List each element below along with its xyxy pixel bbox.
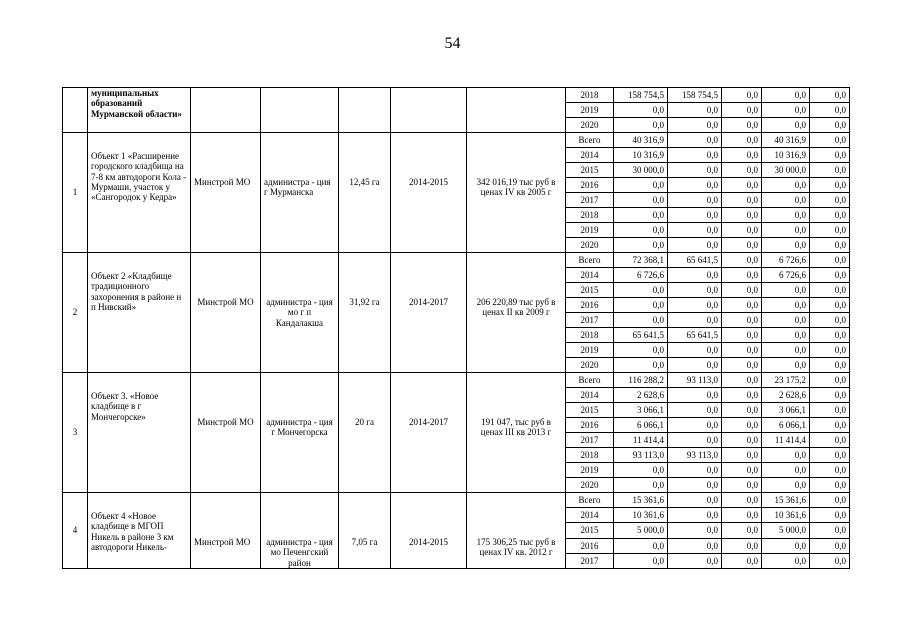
- value-cell: 0,0: [722, 418, 762, 433]
- year-cell: Всего: [566, 493, 614, 508]
- value-cell: 0,0: [722, 118, 762, 133]
- value-cell: 0,0: [810, 418, 850, 433]
- value-cell: 0,0: [722, 103, 762, 118]
- value-cell: 0,0: [668, 118, 722, 133]
- object-name-cell: муниципальных образований Мурманской области»: [88, 88, 191, 133]
- value-cell: 0,0: [668, 268, 722, 283]
- empty-cell: [339, 88, 391, 133]
- table-row: [63, 253, 850, 268]
- year-cell: 2019: [566, 223, 614, 238]
- value-cell: 158 754,5: [668, 88, 722, 103]
- value-cell: 0,0: [810, 313, 850, 328]
- value-cell: 0,0: [722, 373, 762, 388]
- value-cell: 0,0: [762, 238, 810, 253]
- object-number-cell: 1: [63, 133, 88, 253]
- value-cell: 0,0: [810, 163, 850, 178]
- value-cell: 0,0: [722, 523, 762, 538]
- year-cell: 2015: [566, 283, 614, 298]
- value-cell: 6 726,6: [762, 268, 810, 283]
- value-cell: 0,0: [614, 208, 668, 223]
- value-cell: 11 414,4: [614, 433, 668, 448]
- cost-cell: 206 220,89 тыс руб в ценах II кв 2009 г: [467, 253, 566, 373]
- year-cell: 2019: [566, 343, 614, 358]
- year-cell: Всего: [566, 253, 614, 268]
- object-name-cell: Объект 3. «Новое кладбище в г Мончегорске»: [88, 373, 191, 493]
- value-cell: 0,0: [810, 358, 850, 373]
- value-cell: 23 175,2: [762, 373, 810, 388]
- year-cell: 2020: [566, 118, 614, 133]
- value-cell: 0,0: [810, 103, 850, 118]
- value-cell: 0,0: [668, 553, 722, 568]
- value-cell: 10 316,9: [762, 148, 810, 163]
- year-cell: 2014: [566, 148, 614, 163]
- year-cell: 2020: [566, 238, 614, 253]
- value-cell: 0,0: [722, 358, 762, 373]
- object-name-cell: Объект 2 «Кладбище традиционного захоронения в районе н п Нивский»: [88, 253, 191, 373]
- value-cell: 65 641,5: [668, 253, 722, 268]
- value-cell: 0,0: [810, 538, 850, 553]
- object-number-cell: 4: [63, 493, 88, 569]
- value-cell: 0,0: [810, 118, 850, 133]
- value-cell: 0,0: [762, 178, 810, 193]
- value-cell: 0,0: [722, 253, 762, 268]
- value-cell: 0,0: [762, 103, 810, 118]
- value-cell: 0,0: [810, 193, 850, 208]
- table-row: [63, 133, 850, 148]
- value-cell: 0,0: [668, 418, 722, 433]
- value-cell: 0,0: [614, 118, 668, 133]
- value-cell: 0,0: [810, 283, 850, 298]
- year-cell: 2016: [566, 298, 614, 313]
- value-cell: 0,0: [614, 313, 668, 328]
- value-cell: 0,0: [762, 448, 810, 463]
- value-cell: 0,0: [762, 328, 810, 343]
- value-cell: 0,0: [614, 283, 668, 298]
- value-cell: 0,0: [722, 328, 762, 343]
- value-cell: 0,0: [668, 208, 722, 223]
- object-number-cell: 3: [63, 373, 88, 493]
- value-cell: 0,0: [762, 88, 810, 103]
- customer-cell: Минстрой МО: [191, 373, 261, 493]
- cost-cell: 342 016,19 тыс руб в ценах IV кв 2005 г: [467, 133, 566, 253]
- year-cell: 2018: [566, 328, 614, 343]
- capacity-cell: 20 га: [339, 373, 391, 493]
- value-cell: 0,0: [668, 193, 722, 208]
- value-cell: 0,0: [762, 538, 810, 553]
- value-cell: 0,0: [668, 343, 722, 358]
- value-cell: 0,0: [762, 313, 810, 328]
- value-cell: 0,0: [722, 448, 762, 463]
- value-cell: 0,0: [810, 523, 850, 538]
- value-cell: 0,0: [668, 133, 722, 148]
- year-cell: 2017: [566, 193, 614, 208]
- value-cell: 3 066,1: [762, 403, 810, 418]
- value-cell: 0,0: [722, 298, 762, 313]
- value-cell: 0,0: [668, 238, 722, 253]
- value-cell: 3 066,1: [614, 403, 668, 418]
- value-cell: 5 000,0: [762, 523, 810, 538]
- capacity-cell: 7,05 га: [339, 493, 391, 569]
- value-cell: 6 066,1: [762, 418, 810, 433]
- value-cell: 0,0: [810, 463, 850, 478]
- executor-cell: администра - ция г Мурманска: [261, 133, 339, 253]
- value-cell: 0,0: [668, 163, 722, 178]
- value-cell: 0,0: [722, 493, 762, 508]
- value-cell: 0,0: [614, 358, 668, 373]
- value-cell: 0,0: [668, 538, 722, 553]
- object-number-cell: 2: [63, 253, 88, 373]
- year-cell: 2017: [566, 313, 614, 328]
- value-cell: 0,0: [810, 343, 850, 358]
- value-cell: 10 361,6: [614, 508, 668, 523]
- value-cell: 0,0: [810, 133, 850, 148]
- value-cell: 0,0: [762, 553, 810, 568]
- value-cell: 0,0: [810, 298, 850, 313]
- table-body: [63, 88, 850, 569]
- period-cell: 2014-2015: [391, 493, 467, 569]
- value-cell: 0,0: [614, 238, 668, 253]
- value-cell: 2 628,6: [762, 388, 810, 403]
- value-cell: 30 000,0: [614, 163, 668, 178]
- value-cell: 0,0: [614, 223, 668, 238]
- value-cell: 0,0: [810, 388, 850, 403]
- value-cell: 0,0: [722, 193, 762, 208]
- value-cell: 40 316,9: [762, 133, 810, 148]
- customer-cell: Минстрой МО: [191, 253, 261, 373]
- table-row: [63, 493, 850, 508]
- period-cell: 2014-2017: [391, 253, 467, 373]
- value-cell: 0,0: [614, 343, 668, 358]
- value-cell: 0,0: [722, 553, 762, 568]
- cost-cell: 175 306,25 тыс руб в ценах IV кв. 2012 г: [467, 493, 566, 569]
- value-cell: 0,0: [614, 178, 668, 193]
- value-cell: 0,0: [810, 148, 850, 163]
- customer-cell: Минстрой МО: [191, 133, 261, 253]
- year-cell: Всего: [566, 373, 614, 388]
- cost-cell: 191 047, тыс руб в ценах III кв 2013 г: [467, 373, 566, 493]
- value-cell: 11 414,4: [762, 433, 810, 448]
- year-cell: 2019: [566, 463, 614, 478]
- value-cell: 0,0: [614, 463, 668, 478]
- object-name-cell: Объект 4 «Новое кладбище в МГОП Никель в районе 3 км автодороги Никель-: [88, 493, 191, 569]
- value-cell: 0,0: [722, 178, 762, 193]
- year-cell: 2014: [566, 268, 614, 283]
- value-cell: 0,0: [762, 463, 810, 478]
- value-cell: 116 288,2: [614, 373, 668, 388]
- value-cell: 0,0: [668, 478, 722, 493]
- value-cell: 0,0: [810, 448, 850, 463]
- year-cell: 2017: [566, 433, 614, 448]
- value-cell: 6 726,6: [614, 268, 668, 283]
- year-cell: 2017: [566, 553, 614, 568]
- value-cell: 0,0: [762, 223, 810, 238]
- value-cell: 0,0: [810, 328, 850, 343]
- value-cell: 0,0: [668, 463, 722, 478]
- value-cell: 0,0: [722, 403, 762, 418]
- capacity-cell: 12,45 га: [339, 133, 391, 253]
- value-cell: 0,0: [762, 343, 810, 358]
- value-cell: 0,0: [668, 223, 722, 238]
- value-cell: 0,0: [722, 163, 762, 178]
- value-cell: 0,0: [614, 298, 668, 313]
- value-cell: 0,0: [668, 388, 722, 403]
- value-cell: 0,0: [614, 538, 668, 553]
- value-cell: 0,0: [810, 433, 850, 448]
- value-cell: 0,0: [762, 358, 810, 373]
- empty-cell: [261, 88, 339, 133]
- empty-cell: [391, 88, 467, 133]
- value-cell: 0,0: [810, 478, 850, 493]
- value-cell: 2 628,6: [614, 388, 668, 403]
- year-cell: 2015: [566, 523, 614, 538]
- value-cell: 0,0: [614, 103, 668, 118]
- value-cell: 0,0: [722, 538, 762, 553]
- year-cell: 2016: [566, 418, 614, 433]
- value-cell: 0,0: [722, 238, 762, 253]
- object-name-cell: Объект 1 «Расширение городского кладбища на 7-8 км автодороги Кола - Мурмаши, участок у «Сангородок у Кедра»: [88, 133, 191, 253]
- empty-cell: [467, 88, 566, 133]
- year-cell: 2014: [566, 508, 614, 523]
- value-cell: 0,0: [722, 478, 762, 493]
- value-cell: 0,0: [722, 148, 762, 163]
- period-cell: 2014-2017: [391, 373, 467, 493]
- year-cell: 2015: [566, 163, 614, 178]
- year-cell: 2016: [566, 178, 614, 193]
- year-cell: 2015: [566, 403, 614, 418]
- value-cell: 0,0: [762, 208, 810, 223]
- value-cell: 0,0: [810, 208, 850, 223]
- value-cell: 0,0: [722, 283, 762, 298]
- value-cell: 93 113,0: [668, 373, 722, 388]
- value-cell: 0,0: [668, 523, 722, 538]
- value-cell: 0,0: [722, 388, 762, 403]
- value-cell: 30 000,0: [762, 163, 810, 178]
- value-cell: 0,0: [762, 478, 810, 493]
- value-cell: 0,0: [722, 313, 762, 328]
- year-cell: 2018: [566, 88, 614, 103]
- value-cell: 0,0: [668, 148, 722, 163]
- value-cell: 0,0: [810, 403, 850, 418]
- value-cell: 0,0: [668, 178, 722, 193]
- value-cell: 0,0: [668, 283, 722, 298]
- value-cell: 0,0: [668, 358, 722, 373]
- investment-objects-table: [62, 87, 850, 569]
- value-cell: 0,0: [722, 268, 762, 283]
- value-cell: 0,0: [668, 433, 722, 448]
- year-cell: 2020: [566, 358, 614, 373]
- value-cell: 0,0: [722, 463, 762, 478]
- value-cell: 0,0: [810, 253, 850, 268]
- value-cell: 0,0: [810, 223, 850, 238]
- page-number: 54: [444, 35, 461, 52]
- value-cell: 40 316,9: [614, 133, 668, 148]
- value-cell: 0,0: [762, 283, 810, 298]
- year-cell: 2014: [566, 388, 614, 403]
- value-cell: 0,0: [668, 298, 722, 313]
- value-cell: 0,0: [810, 493, 850, 508]
- value-cell: 93 113,0: [668, 448, 722, 463]
- value-cell: 0,0: [810, 268, 850, 283]
- value-cell: 0,0: [668, 508, 722, 523]
- value-cell: 10 316,9: [614, 148, 668, 163]
- value-cell: 0,0: [810, 508, 850, 523]
- customer-cell: Минстрой МО: [191, 493, 261, 569]
- value-cell: 0,0: [614, 193, 668, 208]
- executor-cell: администра - ция мо Печенгский район: [261, 493, 339, 569]
- value-cell: 0,0: [762, 118, 810, 133]
- value-cell: 0,0: [668, 403, 722, 418]
- year-cell: 2016: [566, 538, 614, 553]
- period-cell: 2014-2015: [391, 133, 467, 253]
- year-cell: Всего: [566, 133, 614, 148]
- value-cell: 0,0: [668, 493, 722, 508]
- year-cell: 2018: [566, 208, 614, 223]
- value-cell: 93 113,0: [614, 448, 668, 463]
- value-cell: 0,0: [762, 298, 810, 313]
- value-cell: 65 641,5: [614, 328, 668, 343]
- value-cell: 0,0: [722, 433, 762, 448]
- value-cell: 6 066,1: [614, 418, 668, 433]
- value-cell: 0,0: [614, 478, 668, 493]
- value-cell: 0,0: [810, 373, 850, 388]
- value-cell: 72 368,1: [614, 253, 668, 268]
- executor-cell: администра - ция мо г п Кандалакша: [261, 253, 339, 373]
- value-cell: 5 000,0: [614, 523, 668, 538]
- value-cell: 158 754,5: [614, 88, 668, 103]
- value-cell: 0,0: [810, 238, 850, 253]
- value-cell: 0,0: [722, 223, 762, 238]
- value-cell: 0,0: [614, 553, 668, 568]
- empty-cell: [191, 88, 261, 133]
- executor-cell: администра - ция г Мончегорска: [261, 373, 339, 493]
- value-cell: 65 641,5: [668, 328, 722, 343]
- object-number-cell: [63, 88, 88, 133]
- value-cell: 0,0: [722, 208, 762, 223]
- value-cell: 0,0: [762, 193, 810, 208]
- value-cell: 6 726,6: [762, 253, 810, 268]
- value-cell: 0,0: [722, 343, 762, 358]
- table-row: [63, 88, 850, 103]
- value-cell: 0,0: [810, 88, 850, 103]
- table-row: [63, 373, 850, 388]
- value-cell: 15 361,6: [762, 493, 810, 508]
- value-cell: 10 361,6: [762, 508, 810, 523]
- value-cell: 15 361,6: [614, 493, 668, 508]
- value-cell: 0,0: [810, 553, 850, 568]
- year-cell: 2018: [566, 448, 614, 463]
- value-cell: 0,0: [668, 313, 722, 328]
- value-cell: 0,0: [722, 88, 762, 103]
- year-cell: 2020: [566, 478, 614, 493]
- capacity-cell: 31,92 га: [339, 253, 391, 373]
- year-cell: 2019: [566, 103, 614, 118]
- value-cell: 0,0: [668, 103, 722, 118]
- value-cell: 0,0: [810, 178, 850, 193]
- value-cell: 0,0: [722, 508, 762, 523]
- value-cell: 0,0: [722, 133, 762, 148]
